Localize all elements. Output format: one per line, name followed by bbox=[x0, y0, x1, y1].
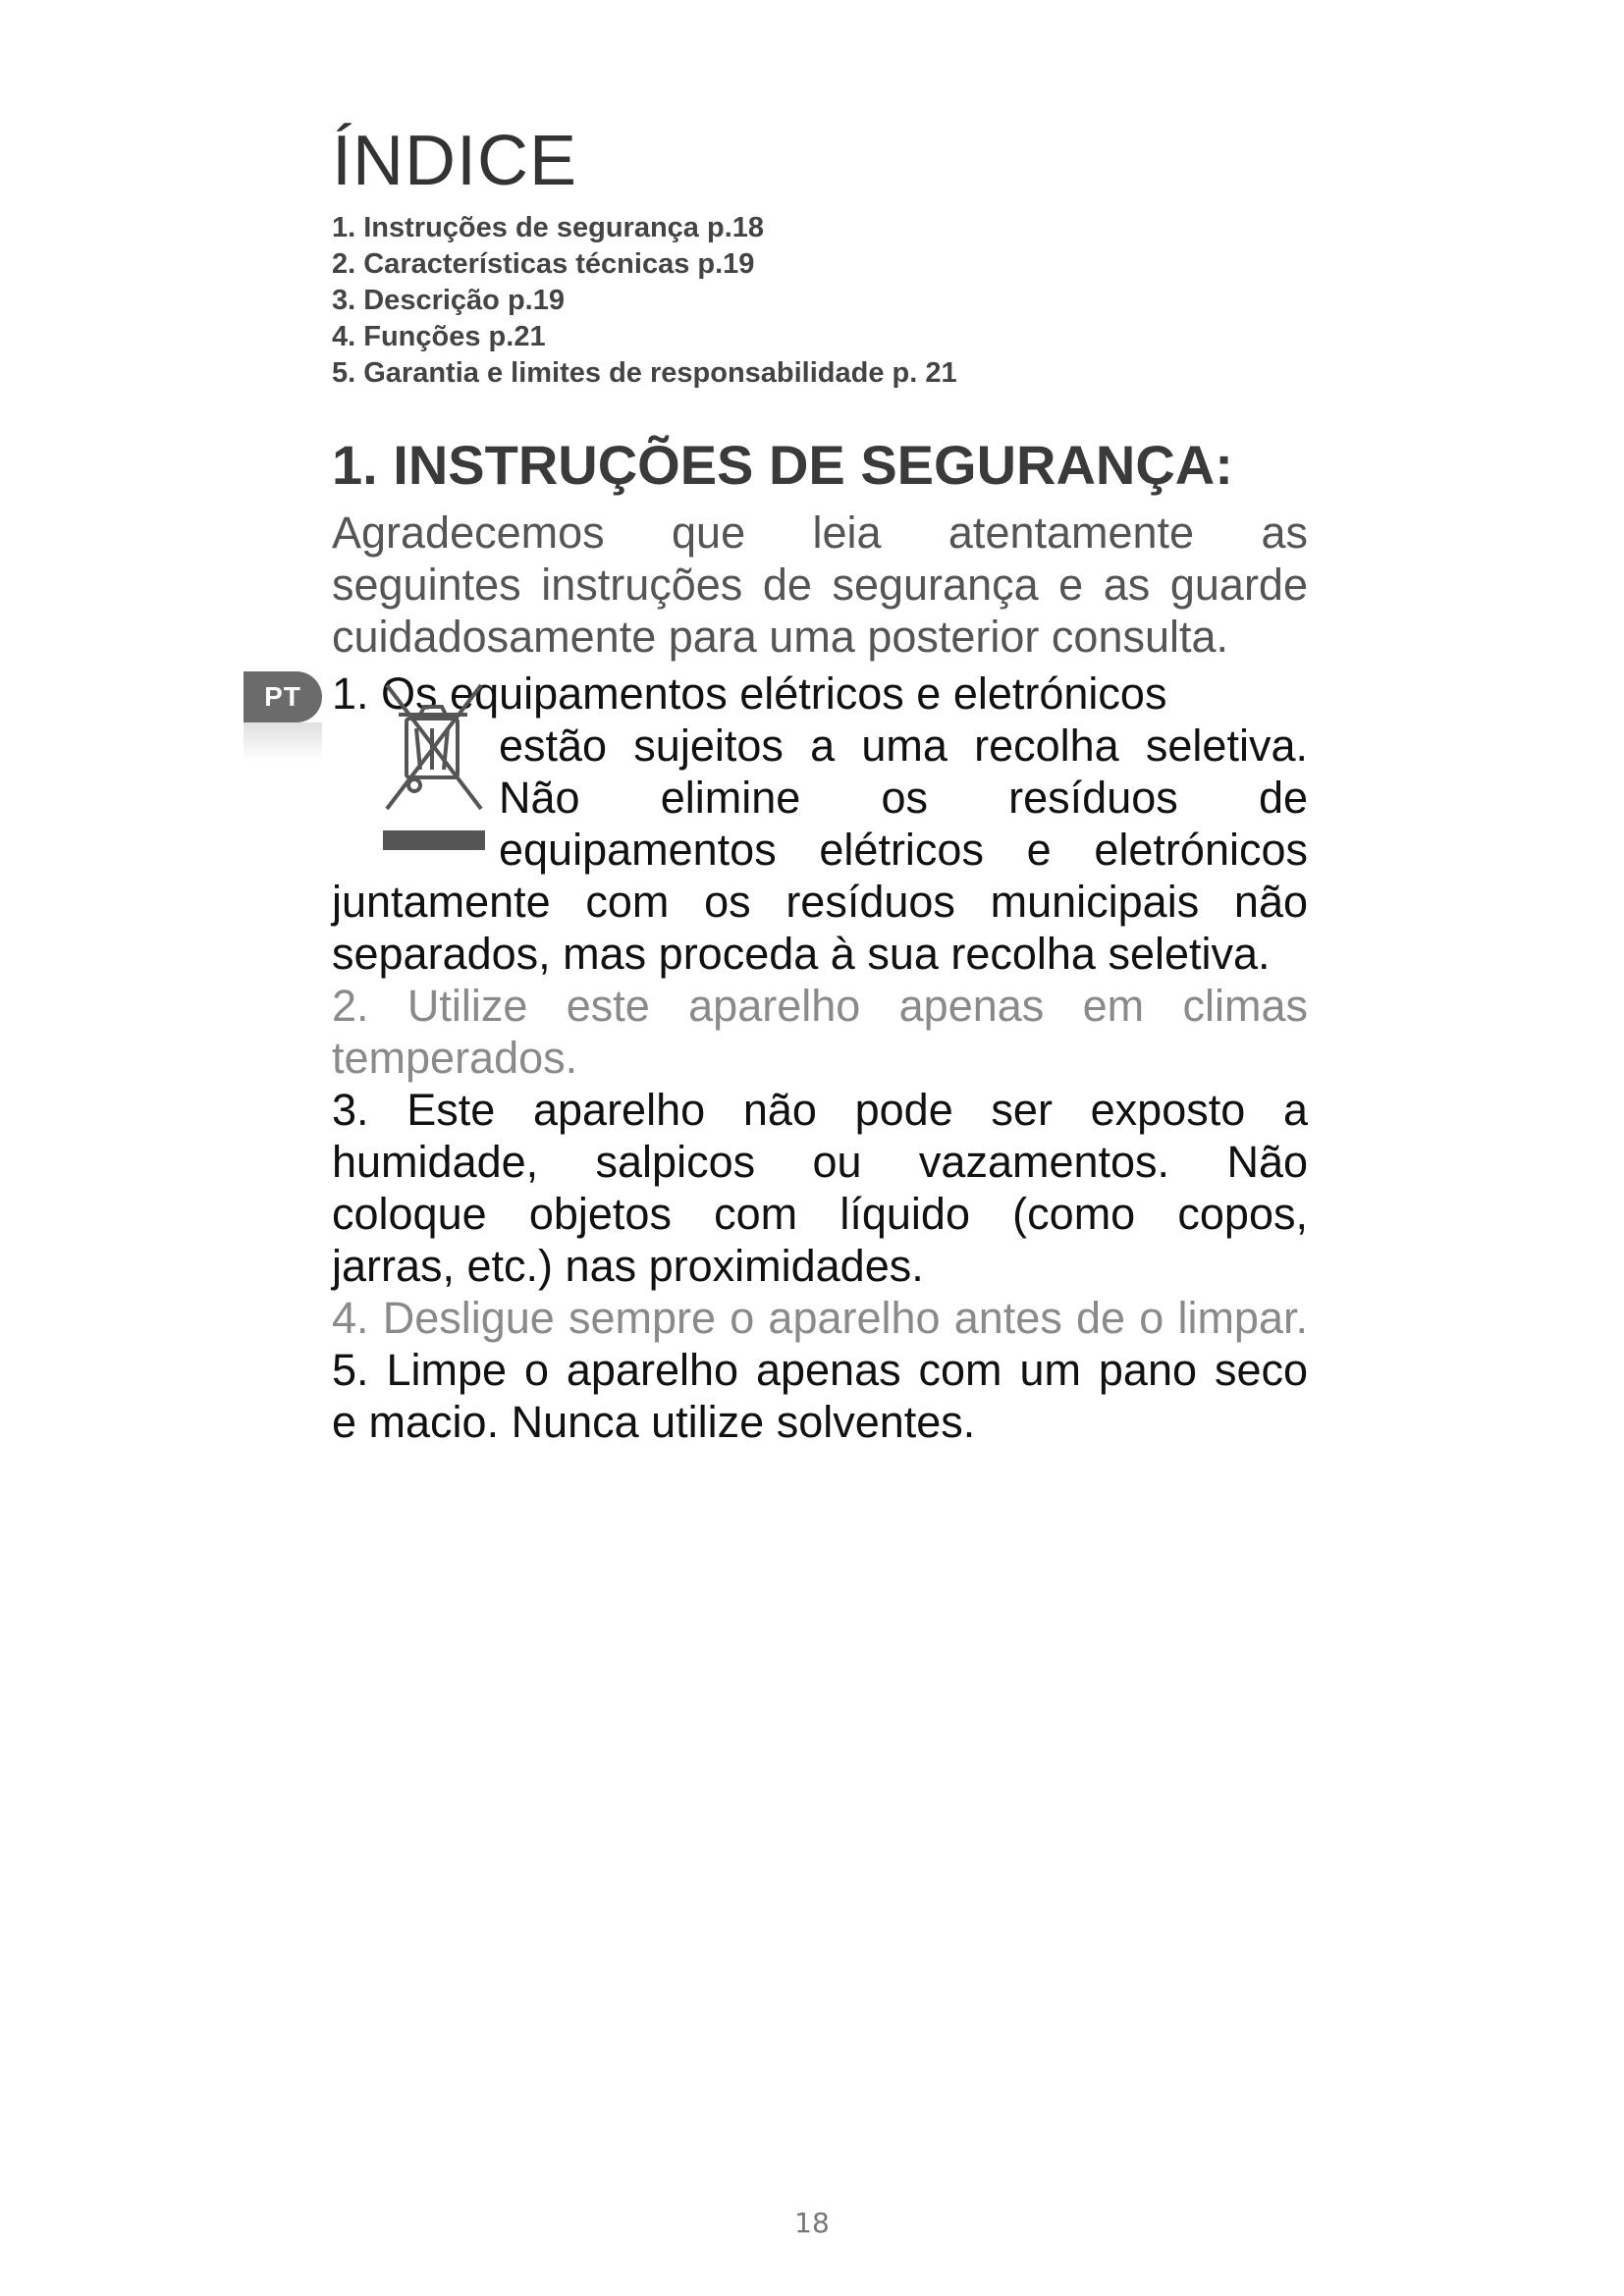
toc-item: 2. Características técnicas p.19 bbox=[332, 248, 755, 280]
safety-item-3 bbox=[332, 1084, 1308, 1292]
crossed-out-wheelie-bin-icon bbox=[373, 675, 493, 852]
intro-line: Agradecemos que leia atentamente as bbox=[332, 507, 1308, 558]
toc-item: 4. Funções p.21 bbox=[332, 321, 546, 352]
safety-item-1-line: juntamente com os resíduos municipais não bbox=[332, 877, 1308, 927]
section-title: 1. INSTRUÇÕES DE SEGURANÇA: bbox=[332, 434, 1233, 496]
page-number: 18 bbox=[794, 2207, 830, 2239]
toc-item: 5. Garantia e limites de responsabilidade p. 21 bbox=[332, 357, 957, 389]
safety-item-1-first-line: 1. Os equipamentos elétricos e eletrónicos bbox=[332, 668, 1167, 719]
safety-item-1-line: estão sujeitos a uma recolha seletiva. bbox=[499, 721, 1308, 771]
safety-item-1-tail bbox=[332, 876, 1308, 980]
safety-item-2 bbox=[332, 980, 1308, 1084]
safety-item-4-line: 4. Desligue sempre o aparelho antes de o limpar. bbox=[332, 1293, 1308, 1343]
safety-item-3-line: 3. Este aparelho não pode ser exposto a bbox=[332, 1085, 1308, 1135]
intro-paragraph bbox=[332, 507, 1308, 663]
safety-item-3-line: coloque objetos com líquido (como copos, bbox=[332, 1189, 1308, 1239]
language-tab-shadow bbox=[244, 722, 322, 762]
toc-item: 1. Instruções de segurança p.18 bbox=[332, 212, 765, 243]
safety-item-2-line: 2. Utilize este aparelho apenas em climas bbox=[332, 981, 1308, 1031]
safety-item-1-line: separados, mas proceda à sua recolha seletiva. bbox=[332, 929, 1271, 979]
language-tab: PT bbox=[244, 671, 322, 722]
intro-line: cuidadosamente para uma posterior consulta. bbox=[332, 612, 1229, 662]
intro-line: seguintes instruções de segurança e as guarde bbox=[332, 560, 1308, 610]
safety-item-2-line: temperados. bbox=[332, 1033, 578, 1083]
safety-item-1-wrapped bbox=[499, 720, 1308, 876]
safety-item-3-line: humidade, salpicos ou vazamentos. Não bbox=[332, 1137, 1308, 1187]
safety-item-1-line: Não elimine os resíduos de bbox=[499, 773, 1308, 823]
toc-item: 3. Descrição p.19 bbox=[332, 285, 565, 316]
index-title: ÍNDICE bbox=[332, 122, 578, 200]
safety-item-5-line: e macio. Nunca utilize solventes. bbox=[332, 1397, 976, 1447]
safety-item-5-line: 5. Limpe o aparelho apenas com um pano seco bbox=[332, 1345, 1308, 1395]
safety-item-4 bbox=[332, 1292, 1308, 1344]
safety-item-5 bbox=[332, 1344, 1308, 1448]
safety-item-3-line: jarras, etc.) nas proximidades. bbox=[332, 1241, 924, 1291]
table-of-contents bbox=[332, 210, 957, 392]
safety-item-1-line: equipamentos elétricos e eletrónicos bbox=[499, 825, 1308, 875]
